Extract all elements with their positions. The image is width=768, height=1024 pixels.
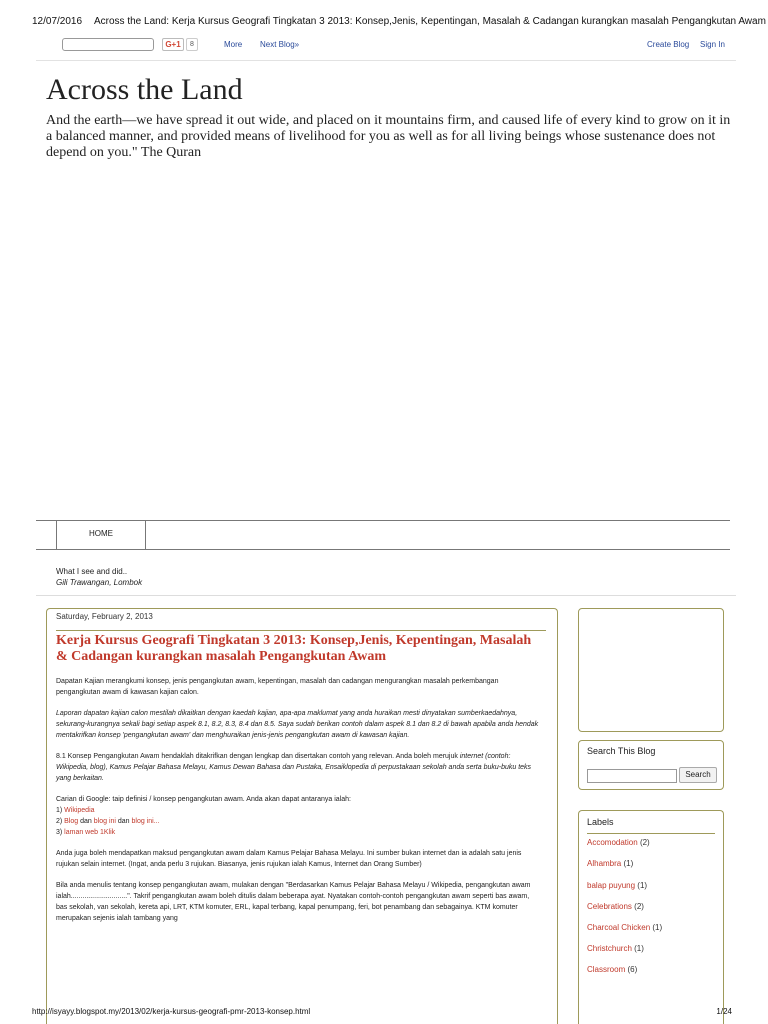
list-number: 2) [56,818,65,825]
label-name[interactable]: Celebrations [587,902,632,911]
label-count: (1) [623,859,634,868]
page-url: http://isyayy.blogspot.my/2013/02/kerja-kursus-geografi-pmr-2013-konsep.html [32,1007,311,1016]
laman-web-link[interactable]: laman web 1Klik [64,829,116,836]
search-widget-title: Search This Blog [587,746,656,756]
label-count: (2) [634,902,644,911]
label-item[interactable] [587,965,637,974]
blog-link[interactable]: blog ini... [131,818,160,825]
print-date: 12/07/2016 [32,16,83,27]
blog-link[interactable]: Blog [64,818,79,825]
label-name[interactable]: Charcoal Chicken [587,923,651,932]
labels-widget [578,810,724,1024]
blogger-navbar [62,36,728,56]
wikipedia-link[interactable]: Wikipedia [64,807,95,814]
label-name[interactable]: Classroom [587,965,626,974]
divider [587,833,715,834]
label-count: (1) [637,881,648,890]
plus-count: 8 [186,38,198,51]
divider [56,630,546,631]
post-text: dan [115,818,132,825]
header-note-location: Gili Trawangan, Lombok [56,578,143,587]
post-title[interactable]: Kerja Kursus Geografi Tingkatan 3 2013: Konsep,Jenis, Kepentingan, Masalah & Cadangan kurangkan masalah Pengangkutan Awam [56,633,532,664]
list-number: 1) [56,807,65,814]
post-date: Saturday, February 2, 2013 [56,612,153,621]
blog-description: And the earth—we have spread it out wide, and placed on it mountains firm, and caused life of every kind to grow on it in a balanced manner, and provided means of livelihood for you as well as for all living beings whose sustenance does not depend on you." The Quran [46,113,731,160]
label-item[interactable] [587,881,647,890]
label-name[interactable]: Alhambra [587,859,622,868]
label-item[interactable] [587,902,644,911]
post-paragraph: Dapatan Kajian merangkumi konsep, jenis pengangkutan awam, kepentingan, masalah dan cadangan mengurangkan masalah perkembangan pengangkutan awam di kawasan kajian calon. [56,678,499,696]
navbar-search-input[interactable] [62,38,154,51]
divider [36,595,736,596]
header-note-line: What I see and did.. [56,567,128,576]
label-item[interactable] [587,838,650,847]
page-tabs [36,520,730,550]
post-paragraph [56,751,542,784]
label-count: (2) [639,838,650,847]
post-text: dan [78,818,94,825]
label-item[interactable] [587,859,633,868]
labels-title: Labels [587,817,614,827]
label-item[interactable] [587,923,662,932]
more-link[interactable]: More [224,40,243,49]
tab-home[interactable]: HOME [56,521,146,549]
search-widget [578,740,724,790]
search-button[interactable]: Search [679,767,717,783]
post-text: internet (contoh: Wikipedia, blog), Kamus Pelajar Bahasa Melayu, Kamus Dewan Bahasa dan Pustaka, Ensaiklopedia di perpustakaan sekolah anda serta buku-buku teks yang berkaitan. [56,753,532,782]
label-name[interactable]: balap puyung [587,881,636,890]
sidebar-widget [578,608,724,732]
divider [36,60,736,61]
post-paragraph: Anda juga boleh mendapatkan maksud pengangkutan awam dalam Kamus Pelajar Bahasa Melayu. Ini sumber bukan internet dan ia adalah satu jenis rujukan selain internet. (Ingat, anda perlu 3 rujukan. Biasanya, jenis rujukan ialah Kamus, Internet dan Orang Sumber) [56,850,522,868]
post-body [56,676,542,934]
label-item[interactable] [587,944,644,953]
blog-link[interactable]: blog ini [93,818,116,825]
post-text: Carian di Google: taip definisi / konsep pengangkutan awam. Anda akan dapat antaranya ialah: [56,796,351,803]
header-note [56,566,142,588]
create-blog-link[interactable]: Create Blog [647,40,690,49]
post-text: 8.1 Konsep Pengangkutan Awam hendaklah ditakrifkan dengan lengkap dan disertakan contoh yang relevan. Anda boleh merujuk [56,753,460,760]
post-paragraph: Laporan dapatan kajian calon mestilah dikaitkan dengan kaedah kajian, apa-apa maklumat yang anda huraikan mesti dinyatakan sumberkaedahnya, sekurang-kurangnya sekali bagi setiap aspek 8.1, 8.2, 8.3, 8.4 dan 8.5. Saya sudah berikan contoh dalam aspek 8.1 dan 8.2 di bawah apabila anda hendak mentakrifkan konsep 'pengangkutan awam' dan menghuraikan jenis-jenis pengangkutan awam di kawasan kajian. [56,710,539,739]
label-name[interactable]: Accomodation [587,838,638,847]
sign-in-link[interactable]: Sign In [700,40,725,49]
print-page-title: Across the Land: Kerja Kursus Geografi Tingkatan 3 2013: Konsep,Jenis, Kepentingan, Masalah & Cadangan kurangkan masalah Pengangkutan Awam [94,16,766,27]
next-blog-link[interactable]: Next Blog» [260,40,300,49]
post-paragraph: Bila anda menulis tentang konsep pengangkutan awam, mulakan dengan "Berdasarkan Kamus Pelajar Bahasa Melayu / Wikipedia, pengangkutan awam ialah.............................". Takrif pengangkutan awam boleh ditulis dalam beberapa ayat. Nyatakan contoh-contoh pengangkutan awam seperti bas awam, bas sekolah, van sekolah, kereta api, LRT, KTM komuter, ERL, kapal terbang, kapal penumpang, feri, bot penambang dan sebagainya. KTM komuter merupakan sejenis ialah tambang yang [56,882,531,922]
label-count: (1) [652,923,663,932]
list-number: 3) [56,829,65,836]
label-count: (1) [634,944,644,953]
label-count: (6) [627,965,638,974]
blog-title[interactable]: Across the Land [46,73,243,106]
page-number: 1/24 [716,1007,732,1016]
label-name[interactable]: Christchurch [587,944,632,953]
post-paragraph [56,794,542,838]
blog-search-input[interactable] [587,769,677,783]
google-plus-button[interactable]: G+1 [162,38,184,51]
